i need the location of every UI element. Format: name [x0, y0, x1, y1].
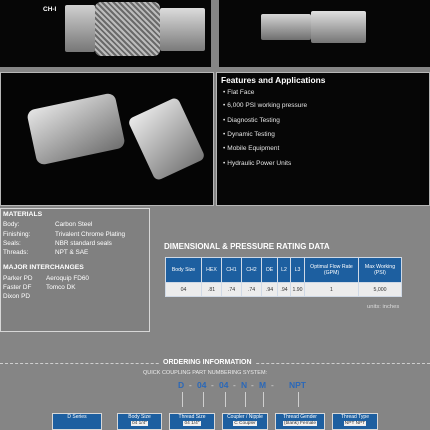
- material-label: Finishing:: [3, 231, 31, 238]
- material-value: Trivalent Chrome Plating: [55, 231, 126, 238]
- connector-line: [245, 392, 246, 407]
- interchange-label: Dixon PD: [3, 293, 30, 300]
- table-cell: 1: [305, 283, 359, 297]
- coupler-photo-top: [0, 0, 211, 67]
- option-box-thread-size: [169, 413, 215, 430]
- interchange-label: Faster DF: [3, 284, 32, 291]
- table-cell: .94: [262, 283, 278, 297]
- material-label: Threads:: [3, 249, 29, 256]
- material-value: NBR standard seals: [55, 240, 112, 247]
- table-header: CH1: [222, 258, 242, 283]
- option-box-cell: NPT NPT: [344, 421, 366, 426]
- option-box-body-size: [117, 413, 162, 430]
- ordering-title: ORDERING INFORMATION: [160, 359, 255, 366]
- nipple-photo-shape: [127, 97, 206, 182]
- material-value: Carbon Steel: [55, 221, 93, 228]
- feature-item: • 6,000 PSI working pressure: [223, 102, 308, 109]
- pn-coupler-nipple: N: [241, 380, 248, 390]
- units-note: units: inches: [367, 304, 400, 310]
- interchanges-title: MAJOR INTERCHANGES: [3, 264, 84, 271]
- option-box-title: Thread Type: [341, 414, 369, 420]
- table-header: Optimal Flow Rate (GPM): [305, 258, 359, 283]
- materials-title: MATERIALS: [3, 211, 43, 218]
- pn-separator: -: [271, 380, 274, 390]
- dimensional-title: DIMENSIONAL & PRESSURE RATING DATA: [164, 242, 330, 251]
- option-box-coupler-nipple: [222, 413, 268, 430]
- option-box-cell: 04 1/4": [184, 421, 200, 426]
- pn-thread-size: 04: [219, 380, 229, 390]
- features-title: Features and Applications: [221, 75, 326, 85]
- coupler-photo-shape: [26, 92, 126, 165]
- pn-body-size: 04: [197, 380, 207, 390]
- table-cell: .74: [222, 283, 242, 297]
- table-cell: .94: [278, 283, 291, 297]
- coupler-sleeve-shape: [160, 8, 205, 51]
- table-header: L3: [291, 258, 305, 283]
- feature-item: • Diagnostic Testing: [223, 117, 280, 124]
- interchange-label: Parker PD: [3, 275, 33, 282]
- option-box-title: Body Size: [128, 414, 151, 420]
- feature-item: • Mobile Equipment: [223, 145, 280, 152]
- table-cell: .81: [202, 283, 222, 297]
- ch1-label: CH-I: [43, 6, 57, 13]
- option-box-cell: 04 1/4": [131, 421, 148, 426]
- table-header: HEX: [202, 258, 222, 283]
- table-cell: 04: [166, 283, 202, 297]
- table-header: L2: [278, 258, 291, 283]
- option-box-thread-type: [332, 413, 378, 430]
- nipple-body-shape: [311, 11, 366, 43]
- interchange-value: Tomco DK: [46, 284, 76, 291]
- coupler-knurl-shape: [95, 2, 160, 56]
- table-header: CH2: [242, 258, 262, 283]
- interchange-value: Aeroquip FD60: [46, 275, 89, 282]
- table-cell: 5,000: [359, 283, 402, 297]
- pn-separator: -: [189, 380, 192, 390]
- pn-separator: -: [211, 380, 214, 390]
- connector-line: [298, 392, 299, 407]
- option-box-title: Thread Gender: [283, 414, 317, 420]
- pn-thread-gender: M: [259, 380, 267, 390]
- table-cell: 1.90: [291, 283, 305, 297]
- material-label: Seals:: [3, 240, 21, 247]
- option-box-thread-gender: [275, 413, 325, 430]
- product-photo-frame: [0, 72, 214, 206]
- connector-line: [182, 392, 183, 407]
- connector-line: [203, 392, 204, 407]
- feature-item: • Flat Face: [223, 89, 255, 96]
- material-label: Body:: [3, 221, 20, 228]
- dimensional-table: [165, 257, 402, 297]
- pn-separator: -: [251, 380, 254, 390]
- nipple-tip-shape: [261, 14, 311, 40]
- option-box-title: Thread Size: [178, 414, 206, 420]
- option-box-title: Coupler / Nipple: [227, 414, 263, 420]
- nipple-photo-top: [219, 0, 430, 67]
- feature-item: • Dynamic Testing: [223, 131, 275, 138]
- table-header: Max Working (PSI): [359, 258, 402, 283]
- feature-item: • Hydraulic Power Units: [223, 160, 292, 167]
- table-header: Body Size: [166, 258, 202, 283]
- connector-line: [225, 392, 226, 407]
- pn-separator: -: [233, 380, 236, 390]
- ordering-subtitle: QUICK COUPLING PART NUMBERING SYSTEM:: [143, 370, 268, 376]
- option-box-cell: (blank) Female: [284, 421, 316, 426]
- pn-series: D: [178, 380, 185, 390]
- pn-thread-type: NPT: [289, 380, 306, 390]
- option-box-title: D Series: [67, 414, 87, 420]
- table-header: OE: [262, 258, 278, 283]
- option-box-series: [52, 413, 102, 430]
- coupler-hex-shape: [65, 5, 95, 52]
- table-cell: .74: [242, 283, 262, 297]
- connector-line: [263, 392, 264, 407]
- material-value: NPT & SAE: [55, 249, 89, 256]
- option-box-cell: C Coupler: [234, 421, 256, 426]
